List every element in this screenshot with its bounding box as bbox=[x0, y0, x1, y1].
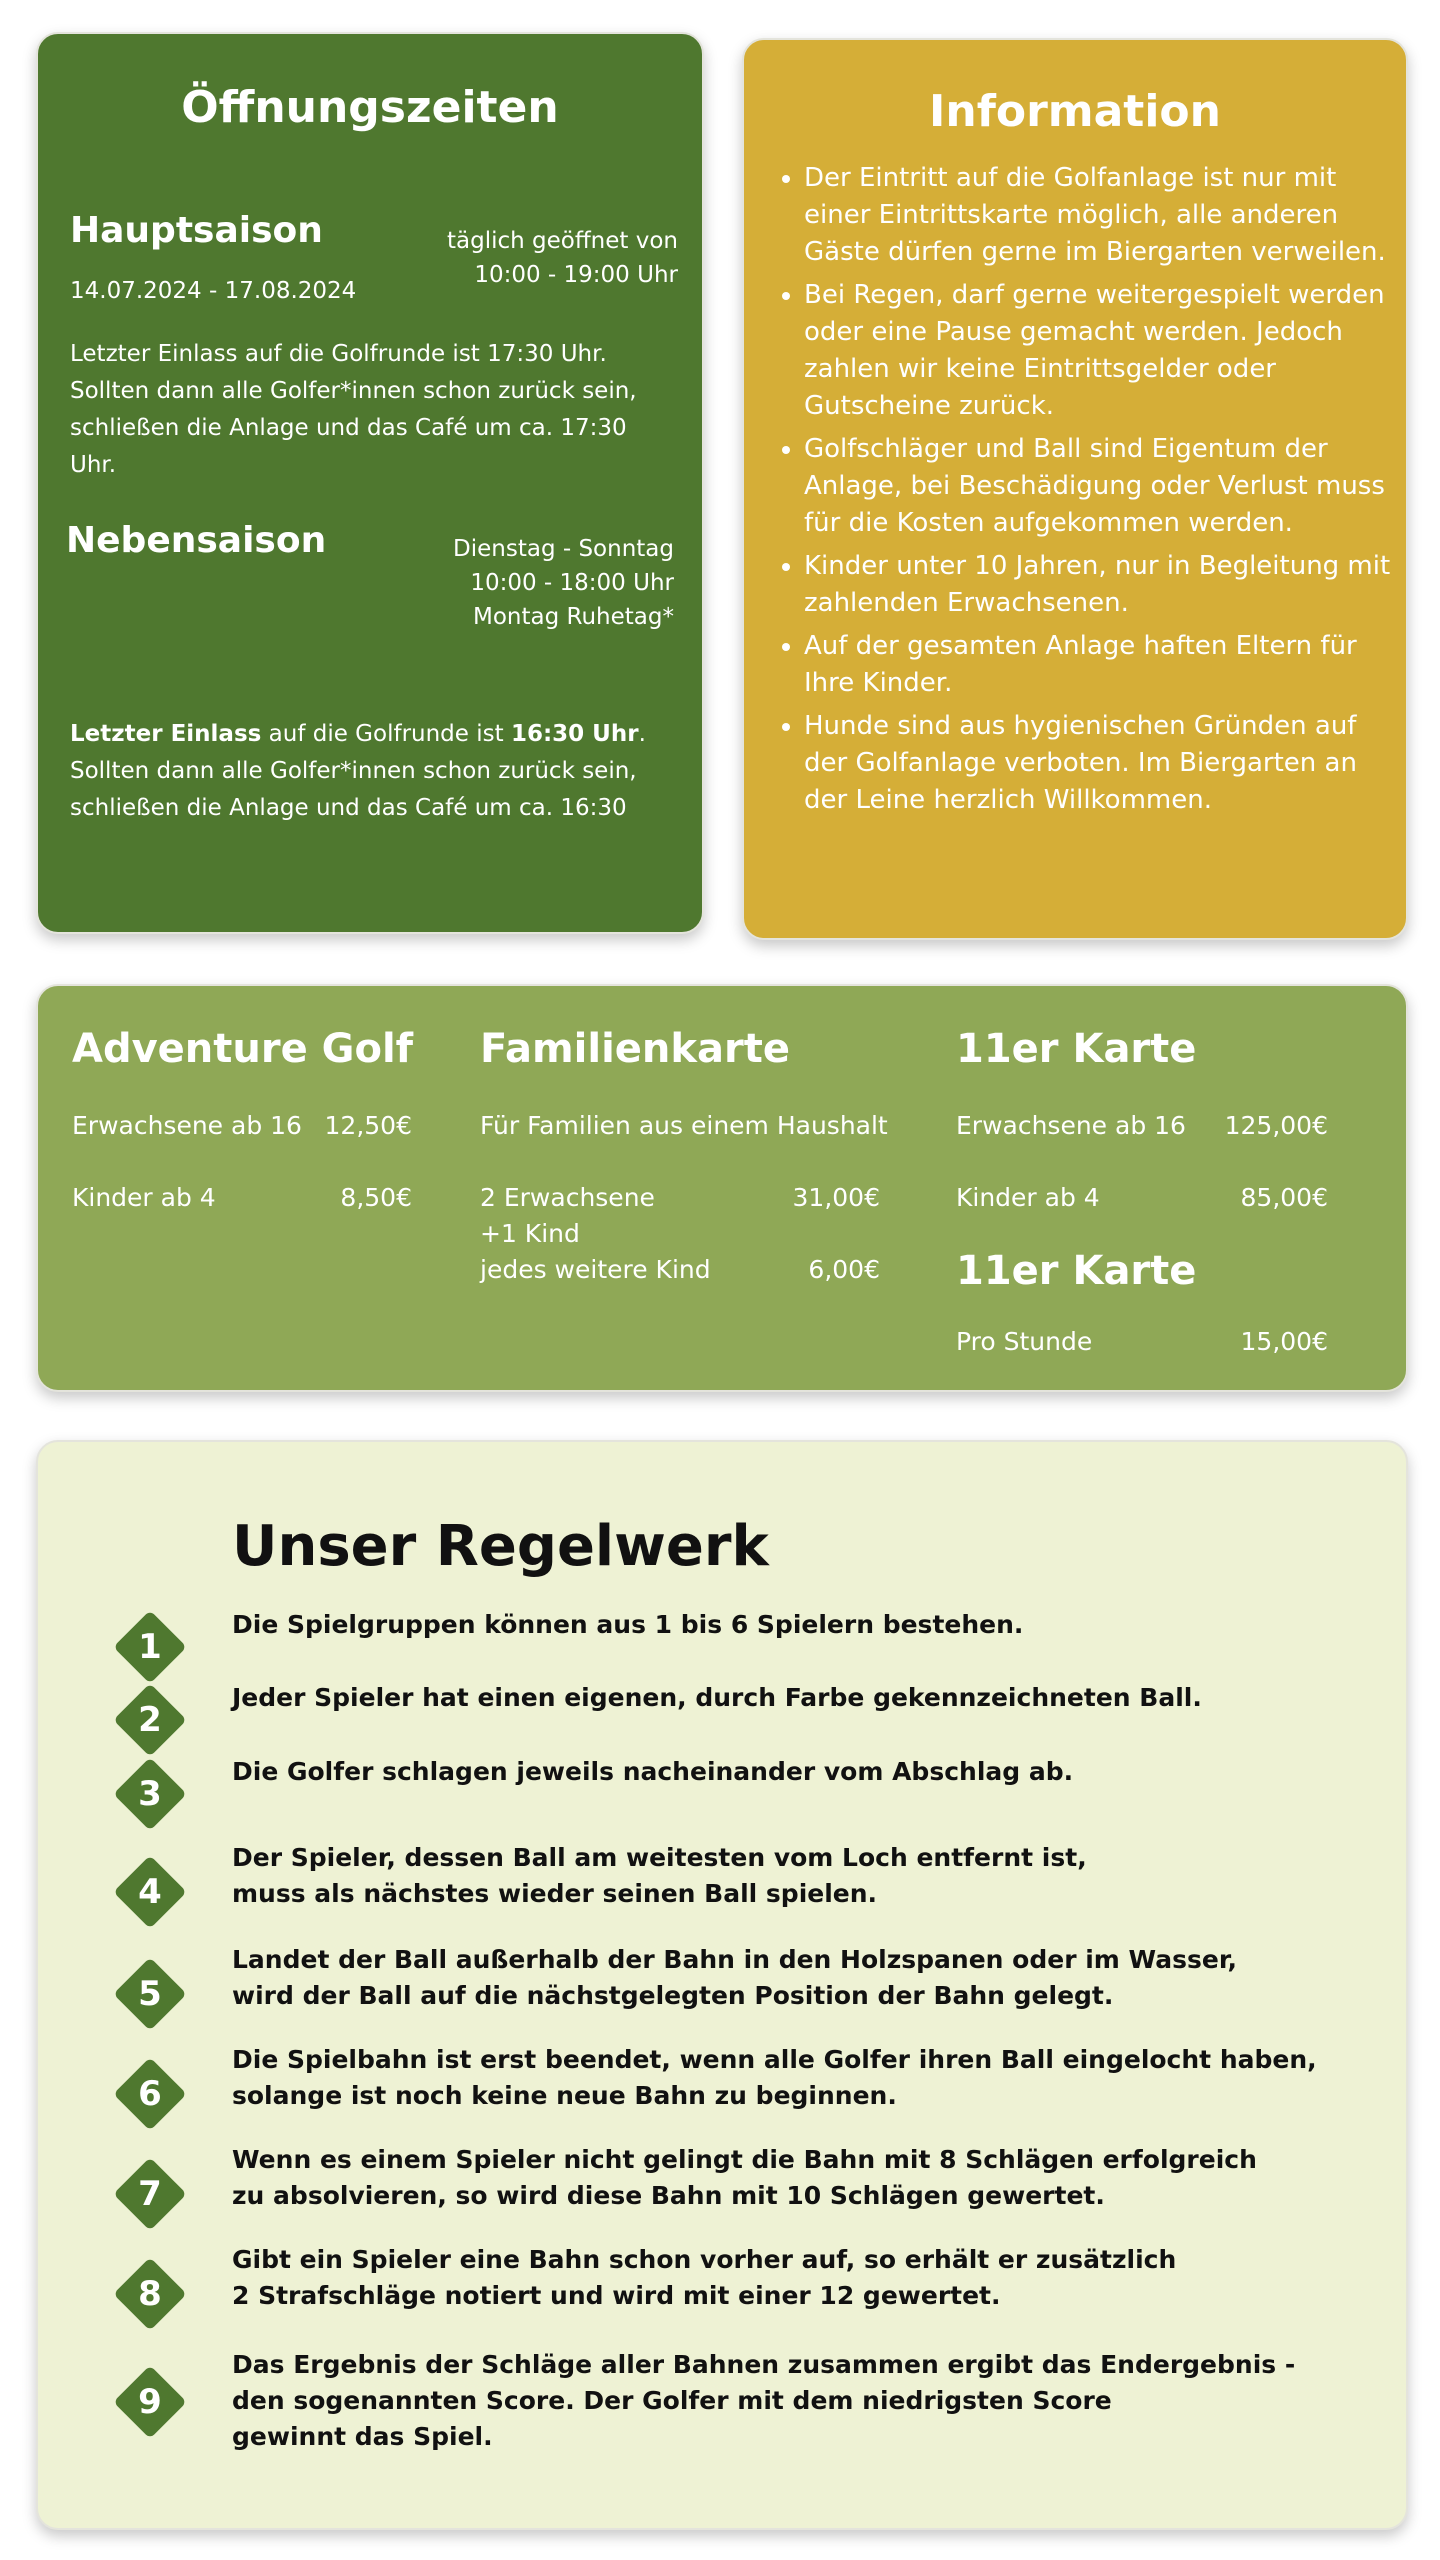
price-label: Kinder ab 4 bbox=[72, 1183, 216, 1212]
information-title: Information bbox=[929, 86, 1221, 137]
off-season-note-mid: auf die Golfrunde ist bbox=[261, 721, 511, 747]
information-item: • Bei Regen, darf gerne weitergespielt werden oder eine Pause gemacht werden. Jedoch zahlen wir keine Eintrittsgelder oder Gutscheine zurück. bbox=[804, 277, 1404, 425]
prices-card bbox=[36, 984, 1408, 1392]
price-value: 31,00€ bbox=[792, 1183, 880, 1212]
off-season-closed: Montag Ruhetag* bbox=[473, 604, 674, 630]
rule-text: Wenn es einem Spieler nicht gelingt die Bahn mit 8 Schlägen erfolgreich zu absolvieren, so wird diese Bahn mit 10 Schlägen gewertet. bbox=[232, 2145, 1257, 2210]
rule-number: 6 bbox=[138, 2074, 162, 2114]
information-item: • Auf der gesamten Anlage haften Eltern für Ihre Kinder. bbox=[804, 628, 1404, 702]
information-list bbox=[764, 160, 1404, 825]
opening-hours-card bbox=[36, 32, 704, 934]
price-label: Erwachsene ab 16 bbox=[956, 1111, 1186, 1140]
price-value: 15,00€ bbox=[1240, 1327, 1328, 1356]
rule-number: 8 bbox=[138, 2274, 162, 2314]
price-value: 125,00€ bbox=[1224, 1111, 1328, 1140]
rule-text: Das Ergebnis der Schläge aller Bahnen zusammen ergibt das Endergebnis - den sogenannten Score. Der Golfer mit dem niedrigsten Score gewinnt das Spiel. bbox=[232, 2350, 1296, 2451]
rule-text: Gibt ein Spieler eine Bahn schon vorher auf, so erhält er zusätzlich 2 Strafschläge notiert und wird mit einer 12 gewertet. bbox=[232, 2245, 1177, 2310]
price-label: Kinder ab 4 bbox=[956, 1183, 1100, 1212]
rules-title: Unser Regelwerk bbox=[232, 1514, 769, 1579]
main-season-name: Hauptsaison bbox=[70, 210, 323, 251]
price-label: 2 Erwachsene bbox=[480, 1183, 655, 1212]
main-season-schedule-time: 10:00 - 19:00 Uhr bbox=[474, 262, 678, 288]
off-season-note-end: . Sollten dann alle Golfer*innen schon zurück sein, schließen die Anlage und das Café um ca. 16:30 bbox=[70, 721, 646, 821]
rule-text: Landet der Ball außerhalb der Bahn in den Holzspanen oder im Wasser, wird der Ball auf die nächstgelegten Position der Bahn gelegt. bbox=[232, 1945, 1237, 2010]
rule-number: 2 bbox=[138, 1700, 162, 1740]
information-card bbox=[742, 38, 1408, 940]
price-label: jedes weitere Kind bbox=[480, 1255, 711, 1284]
rule-number: 9 bbox=[138, 2382, 162, 2422]
rules-card bbox=[36, 1440, 1408, 2530]
price-label: Pro Stunde bbox=[956, 1327, 1093, 1356]
main-season-schedule bbox=[447, 224, 678, 292]
information-item: • Hunde sind aus hygienischen Gründen auf der Golfanlage verboten. Im Biergarten an der Leine herzlich Willkommen. bbox=[804, 708, 1404, 819]
adventure-golf-title: Adventure Golf bbox=[72, 1026, 414, 1072]
family-card-subtitle: Für Familien aus einem Haushalt bbox=[480, 1111, 888, 1140]
rule-text: Die Spielbahn ist erst beendet, wenn alle Golfer ihren Ball eingelocht haben, solange ist noch keine neue Bahn zu beginnen. bbox=[232, 2045, 1317, 2110]
off-season-note-bold-2: 16:30 Uhr bbox=[510, 721, 639, 747]
off-season-time: 10:00 - 18:00 Uhr bbox=[470, 570, 674, 596]
price-label: Erwachsene ab 16 bbox=[72, 1111, 302, 1140]
rule-number: 5 bbox=[138, 1974, 162, 2014]
price-label: +1 Kind bbox=[480, 1219, 580, 1248]
main-season-dates: 14.07.2024 - 17.08.2024 bbox=[70, 278, 357, 304]
main-season-schedule-label: täglich geöffnet von bbox=[446, 228, 678, 254]
price-value: 85,00€ bbox=[1240, 1183, 1328, 1212]
family-card-title: Familienkarte bbox=[480, 1026, 790, 1072]
information-item: • Kinder unter 10 Jahren, nur in Begleitung mit zahlenden Erwachsenen. bbox=[804, 548, 1404, 622]
off-season-note bbox=[70, 716, 678, 827]
rule-text: Die Golfer schlagen jeweils nacheinander vom Abschlag ab. bbox=[232, 1757, 1074, 1786]
opening-hours-title: Öffnungszeiten bbox=[181, 82, 559, 133]
off-season-note-bold-1: Letzter Einlass bbox=[70, 721, 262, 747]
rule-number: 1 bbox=[138, 1627, 162, 1667]
card11-title: 11er Karte bbox=[956, 1026, 1197, 1072]
main-season-note: Letzter Einlass auf die Golfrunde ist 17:30 Uhr. Sollten dann alle Golfer*innen schon zurück sein, schließen die Anlage und das Café um ca. 17:30 Uhr. bbox=[70, 341, 637, 478]
price-value: 12,50€ bbox=[324, 1111, 412, 1140]
price-value: 8,50€ bbox=[340, 1183, 412, 1212]
information-item: • Der Eintritt auf die Golfanlage ist nur mit einer Eintrittskarte möglich, alle anderen Gäste dürfen gerne im Biergarten verweilen. bbox=[804, 160, 1404, 271]
rule-text: Der Spieler, dessen Ball am weitesten vom Loch entfernt ist, muss als nächstes wieder seinen Ball spielen. bbox=[232, 1843, 1087, 1908]
rule-number: 4 bbox=[138, 1872, 162, 1912]
card11-title-2: 11er Karte bbox=[956, 1248, 1197, 1294]
information-item: • Golfschläger und Ball sind Eigentum der Anlage, bei Beschädigung oder Verlust muss für die Kosten aufgekommen werden. bbox=[804, 431, 1404, 542]
rule-number: 3 bbox=[138, 1774, 162, 1814]
price-value: 6,00€ bbox=[808, 1255, 880, 1284]
off-season-days: Dienstag - Sonntag bbox=[453, 536, 674, 562]
off-season-name: Nebensaison bbox=[66, 520, 327, 561]
rule-number: 7 bbox=[138, 2174, 162, 2214]
rule-text: Die Spielgruppen können aus 1 bis 6 Spielern bestehen. bbox=[232, 1610, 1024, 1639]
rule-text: Jeder Spieler hat einen eigenen, durch Farbe gekennzeichneten Ball. bbox=[232, 1683, 1202, 1712]
off-season-schedule bbox=[453, 532, 674, 634]
